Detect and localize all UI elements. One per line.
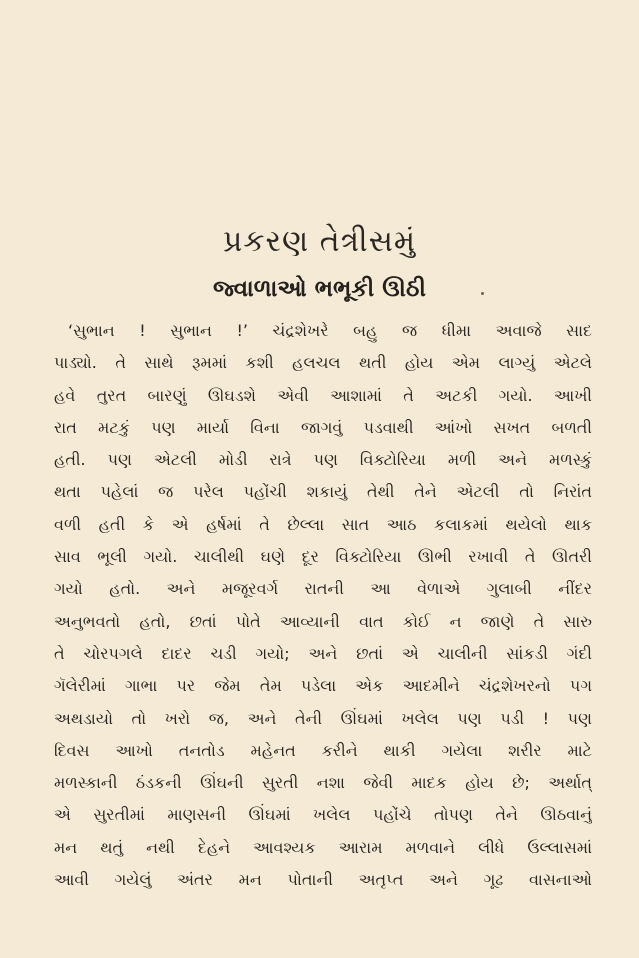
text-line: મન થતું નથી દેહને આવશ્યક આરામ મળવાને લીધે ઉલ્લાસમાં — [54, 837, 592, 857]
text-line: અનુભવતો હતો, છતાં પોતે આવ્યાની વાત કોઈ ન જાણે તે સારુ — [54, 611, 592, 631]
text-line: ગયો હતો. અને મજૂરવર્ગ રાતની આ વેળાએ ગુલાબી નીંદર — [54, 579, 592, 599]
text-line: થતા પહેલાં જ પરેલ પહોંચી શકાયું તેથી તેને એટલી તો નિરાંત — [54, 482, 592, 502]
text-line: હવે તુરત બારણું ઊઘડશે એવી આશામાં તે અટકી ગયો. આખી — [54, 385, 592, 405]
text-line: રાત મટકું પણ માર્યા વિના જાગવું પડવાથી આંખો સખત બળતી — [54, 417, 592, 437]
text-line: તે ચોરપગલે દાદર ચડી ગયો; અને છતાં એ ચાલીની સાંકડી ગંદી — [54, 643, 592, 663]
text-line: પાડ્યો. તે સાથે રૂમમાં કશી હલચલ થતી હોય એમ લાગ્યું એટલે — [54, 353, 592, 373]
text-line: ગૅલેરીમાં ગાભા પર જેમ તેમ પડેલા એક આદમીને ચંદ્રશેખરનો પગ — [54, 676, 592, 696]
body-text — [54, 315, 592, 896]
text-line: વળી હતી કે એ હર્ષમાં તે છેલ્લા સાત આઠ કલાકમાં થયેલો થાક — [54, 514, 592, 534]
chapter-subtitle: જ્વાળાઓ ભભૂકી ઊઠી — [213, 276, 426, 302]
text-line: આવી ગયેલું અંતર મન પોતાની અતૃપ્ત અને ગૂઢ વાસનાઓ — [54, 870, 592, 890]
chapter-title: પ્રકરણ તેત્રીસમું — [222, 224, 417, 259]
text-line: ‘સુભાન ! સુભાન !’ ચંદ્રશેખરે બહુ જ ધીમા અવાજે સાદ — [68, 321, 592, 340]
text-line: મળસ્કાની ઠંડકની ઊંઘની સુરતી નશા જેવી માદક હોય છે; અર્થાત્ — [54, 773, 592, 793]
text-line: દિવસ આખો તનતોડ મહેનત કરીને થાકી ગયેલા શરીર માટે — [54, 740, 592, 760]
text-line: હતી. પણ એટલી મોડી રાત્રે પણ વિક્ટોરિયા મળી અને મળસ્કું — [54, 450, 592, 470]
text-line: અથડાયો તો ખરો જ, અને તેની ઊંઘમાં ખલેલ પણ પડી ! પણ — [54, 708, 592, 728]
stray-dot — [481, 292, 484, 295]
text-line: સાવ ભૂલી ગયો. ચાલીથી ઘણે દૂર વિક્ટોરિયા ઊભી રખાવી તે ઊતરી — [54, 547, 592, 567]
text-line: એ સુરતીમાં માણસની ઊંઘમાં ખલેલ પહોંચે તોપણ તેને ઊઠવાનું — [54, 805, 592, 825]
